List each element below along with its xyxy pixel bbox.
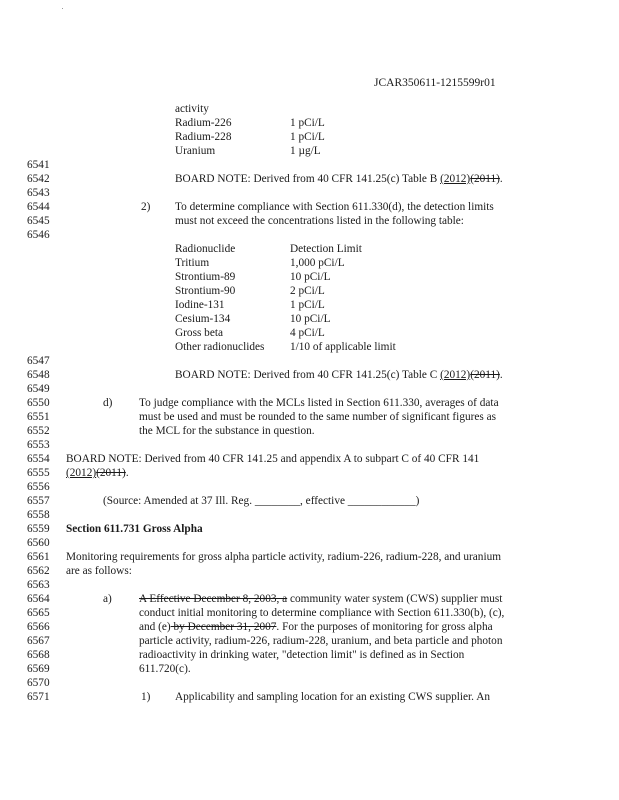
table-cell: 2 pCi/L [290,285,325,297]
line-number: 6567 [27,635,50,647]
table-cell: Other radionuclides [175,341,265,353]
line-number: 6571 [27,691,50,703]
line-number: 6569 [27,663,50,675]
board-note-table-b [175,172,503,186]
table-cell: 4 pCi/L [290,327,325,339]
paragraph-line: are as follows: [66,565,132,577]
table-cell: 10 pCi/L [290,271,331,283]
line-number: 6550 [27,397,50,409]
paragraph-line: To judge compliance with the MCLs listed in Section 611.330, averages of data [139,397,499,409]
paragraph-line: must be used and must be rounded to the same number of significant figures as [139,411,497,423]
paragraph-line: Applicability and sampling location for an existing CWS supplier. An [175,691,491,703]
table-cell: 1,000 pCi/L [290,257,345,269]
line-text: . For the purposes of monitoring for gross alpha [276,621,493,633]
table-cell: Strontium-90 [175,285,236,297]
item-marker: 1) [141,691,151,703]
line-number: 6563 [27,579,50,591]
board-note-appendix: BOARD NOTE: Derived from 40 CFR 141.25 and appendix A to subpart C of 40 CFR 141 [66,453,480,465]
line-number: 6542 [27,173,50,185]
deleted-text: (2011) [96,467,126,479]
inserted-text: (2012) [440,369,471,381]
item-marker: a) [103,593,112,605]
board-note-table-c [175,368,503,382]
table-cell: activity [175,103,209,115]
paragraph-line: Monitoring requirements for gross alpha particle activity, radium-226, radium-228, and uranium [66,551,502,563]
line-number: 6541 [27,159,50,171]
item-marker: 2) [141,201,151,213]
line-number: 6544 [27,201,50,213]
paragraph-line: conduct initial monitoring to determine compliance with Section 611.330(b), (c), [139,607,505,619]
table-cell: Uranium [175,145,216,157]
line-number: 6546 [27,229,50,241]
note-text: BOARD NOTE: Derived from 40 CFR 141.25(c) Table C [175,369,441,381]
deleted-text: (2011) [470,173,500,185]
line-number: 6554 [27,453,50,465]
paragraph-line: radioactivity in drinking water, "detection limit" is defined as in Section [139,649,465,661]
line-number: 6564 [27,593,50,605]
table-cell: 1 µg/L [290,145,321,157]
paragraph-line [139,592,502,606]
paragraph-line: the MCL for the substance in question. [139,425,315,437]
paragraph-line: 611.720(c). [139,663,191,675]
document-id: JCAR350611-1215599r01 [374,77,496,89]
board-note-appendix-cont [66,466,129,480]
line-number: 6551 [27,411,50,423]
line-number: 6568 [27,649,50,661]
line-text: community water system (CWS) supplier must [287,593,503,605]
item-marker: d) [103,397,113,409]
paragraph-line: must not exceed the concentrations listed in the following table: [175,215,464,227]
paragraph-line: To determine compliance with Section 611.330(d), the detection limits [175,201,494,213]
line-number: 6558 [27,509,50,521]
line-number: 6566 [27,621,50,633]
source-note: (Source: Amended at 37 Ill. Reg. ________, effective ____________) [103,495,420,507]
paragraph-line [139,620,493,634]
table-cell: Iodine-131 [175,299,225,311]
table-cell: Gross beta [175,327,224,339]
table-cell: Radium-228 [175,131,232,143]
table-header: Radionuclide [175,243,236,255]
table-cell: Cesium-134 [175,313,231,325]
line-number: 6552 [27,425,50,437]
table-cell: 10 pCi/L [290,313,331,325]
scan-speck [62,8,63,9]
line-number: 6548 [27,369,50,381]
line-number: 6565 [27,607,50,619]
table-cell: Radium-226 [175,117,232,129]
table-header: Detection Limit [290,243,362,255]
table-cell: 1/10 of applicable limit [290,341,396,353]
line-text: and (e) [139,621,171,633]
line-number: 6560 [27,537,50,549]
table-cell: 1 pCi/L [290,299,325,311]
deleted-text: (2011) [470,369,500,381]
line-number: 6556 [27,481,50,493]
inserted-text: (2012) [66,467,97,479]
table-cell: 1 pCi/L [290,131,325,143]
line-number: 6553 [27,439,50,451]
line-number: 6559 [27,523,50,535]
line-number: 6547 [27,355,50,367]
line-number: 6562 [27,565,50,577]
note-end: . [499,369,503,381]
line-number: 6543 [27,187,50,199]
table-cell: Strontium-89 [175,271,236,283]
note-text: BOARD NOTE: Derived from 40 CFR 141.25(c) Table B [175,173,441,185]
line-number: 6561 [27,551,50,563]
line-number: 6557 [27,495,50,507]
line-number: 6545 [27,215,50,227]
note-end: . [125,467,129,479]
inserted-text: (2012) [440,173,471,185]
deleted-text: by December 31, 2007 [170,621,277,633]
section-heading: Section 611.731 Gross Alpha [66,523,203,535]
paragraph-line: particle activity, radium-226, radium-228, uranium, and beta particle and photon [139,635,503,647]
deleted-text: A Effective December 8, 2003, a [139,593,288,605]
line-number: 6549 [27,383,50,395]
table-cell: 1 pCi/L [290,117,325,129]
line-number: 6570 [27,677,50,689]
note-end: . [499,173,503,185]
line-number: 6555 [27,467,50,479]
table-cell: Tritium [175,257,210,269]
